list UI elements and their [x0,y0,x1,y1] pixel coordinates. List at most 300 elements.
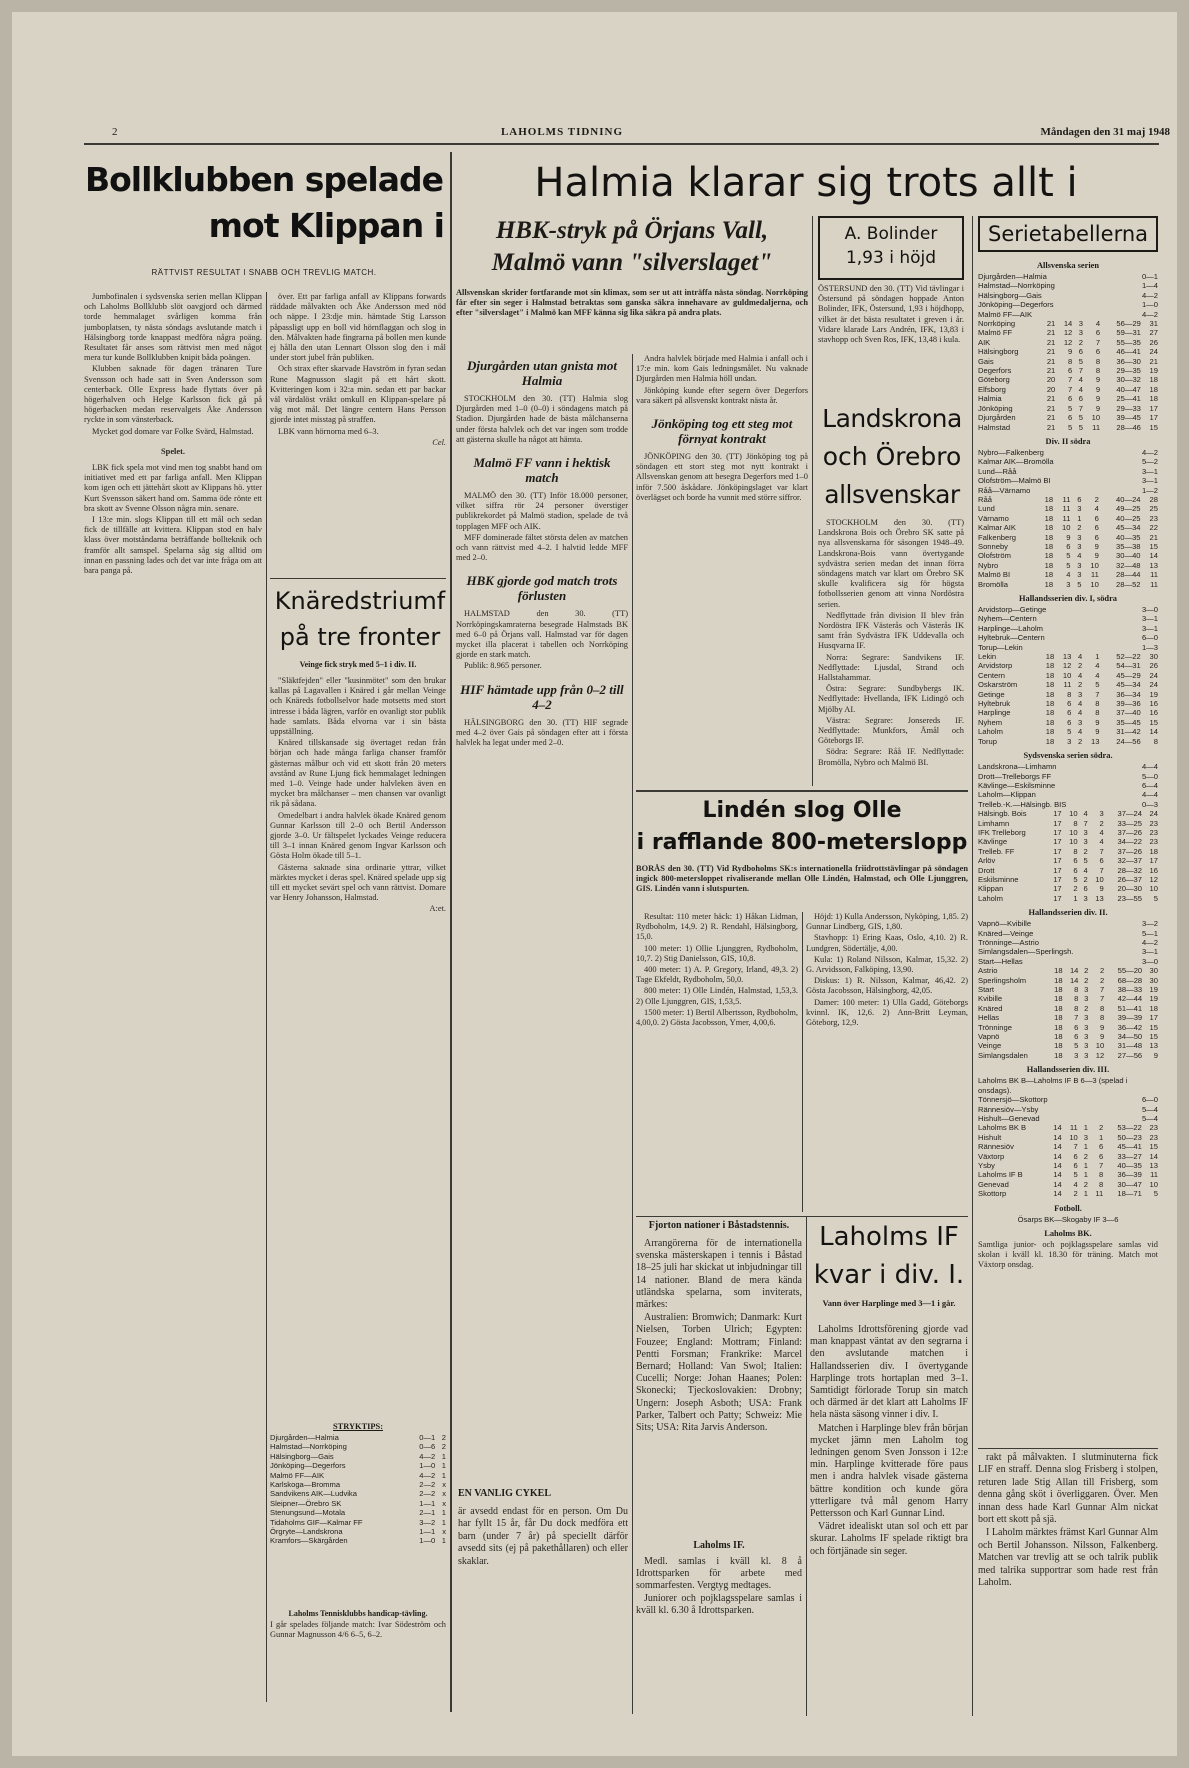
result-match: Hälsingborg—Gais [978,290,1042,300]
stryktips-match: Karlskoga—Bromma [270,1480,341,1490]
table-cell: 14 [1053,1151,1062,1161]
bollklubben-col-1 [84,292,262,1702]
table-row [978,1133,1158,1142]
table-cell: 39—45 [1116,413,1141,423]
table-row [978,819,1158,828]
table-cell: 2 [1099,966,1105,976]
team-name: Falkenberg [978,532,1016,542]
table-row [978,837,1158,846]
table-row [978,394,1158,403]
table-cell: 2 [1078,661,1083,671]
table-cell: 14 [1053,1179,1062,1189]
table-cell: 6 [1073,1151,1078,1161]
table-cell: 50—23 [1117,1132,1142,1142]
table-cell: 23 [1149,837,1158,847]
stryktips-match: Halmstad—Norrköping [270,1442,347,1452]
paragraph: MALMÖ den 30. (TT) Inför 18.000 personer, vilket siffra rör 24 personer överstiger publikrekordet på Malmö stadion, spelade de två topplagen MFF och AIK. [456,491,628,531]
paragraph: STOCKHOLM den 30. (TT) Halmia slog Djurgården med 1–0 (0–0) i söndagens match på Stadion. Djurgården hade de bästa målchanserna under första halvlek och det var ingen som trodde att gästerna skulle ha något att hämta. [456,394,628,444]
table-cell: 6 [1077,494,1082,504]
table-cell: 17 [1053,856,1062,866]
result-match: Kävlinge—Eskilsminne [978,780,1056,790]
table-cell: 2 [1098,1123,1104,1133]
table-row [978,1013,1158,1022]
table-cell: 18 [1054,985,1063,995]
result-row [978,957,1158,966]
table-cell: 14 [1149,1151,1158,1161]
linden-headline-2: i rafflande 800-meterslopp [636,830,968,855]
halmia-col-1 [456,354,628,1364]
table-cell: 14 [1053,1189,1062,1199]
table-cell: 10 [1069,1132,1078,1142]
table-cell: 5 [1067,727,1072,737]
table-row [978,413,1158,422]
table-cell: 27—56 [1117,1050,1143,1060]
table-cell: 9 [1068,347,1073,357]
paragraph: Gästerna saknade sina ordinarie yttrar, vilket märktes mycket i deras spel. Knäred spelade upp sig till ett mycket sevärt spel och vann rättvist. Domare var Henry Johansson, Halmstad. [270,862,446,903]
stryktips-row [270,1480,446,1489]
stryktips-match: Sandvikens AIK—Ludvika [270,1489,357,1499]
table-cell: 8 [1095,366,1101,376]
table-row [978,385,1158,394]
table-cell: 1 [1077,513,1082,523]
table-row [978,875,1158,884]
table-row [978,533,1158,542]
table-cell: 17 [1149,856,1158,866]
paragraph: Matchen i Harplinge blev från början mycket jämn men Laholm tog ledningen genom Sven Jonsson i 12:e min. Harplinge kvitterade före paus men i andra halvlek visade gästerna bättre kondition och kunde göra ytterligare två mål genom Harry Pettersson och Karl Gunnar Lind. [810,1422,968,1520]
team-name: Hishult [978,1132,1002,1142]
team-name: Jönköping [978,403,1013,413]
stryktips-score: 4—2 [419,1470,436,1480]
table-cell: 17 [1053,846,1062,856]
table-cell: 17 [1053,809,1062,819]
section-rule [978,1448,1158,1449]
table-cell: 30—32 [1116,375,1141,385]
table-cell: 8 [1153,736,1158,746]
table-row [978,523,1158,532]
team-name: Drott [978,865,995,875]
table-cell: 17 [1053,884,1062,894]
table-cell: 3 [1084,1041,1089,1051]
column-rule [450,152,452,1712]
team-name: Olofström [978,551,1011,561]
table-cell: 37—26 [1117,846,1143,856]
table-cell: 6 [1094,513,1099,523]
table-cell: 18 [1045,717,1055,727]
team-name: Sonneby [978,541,1008,551]
table-row [978,495,1158,504]
table-cell: 40—24 [1116,494,1141,504]
table-cell: 17 [1053,874,1062,884]
team-name: Harplinge [978,708,1011,718]
table-cell: 4 [1078,699,1083,709]
team-name: Eskilsminne [978,874,1019,884]
paragraph: LBK vann hörnorna med 6–3. [278,426,379,436]
result-match: Halmstad—Norrköping [978,281,1055,291]
team-name: Halmstad [978,422,1011,432]
table-cell: 14 [1069,966,1079,976]
stryktips-row [270,1442,446,1451]
table-cell: 17 [1053,893,1062,903]
table-row [978,690,1158,699]
table-cell: 52—22 [1116,652,1141,662]
result-match: Arvidstorp—Getinge [978,605,1047,614]
table-cell: 8 [1073,846,1078,856]
result-match: Simlangsdalen—Sperlingsh. [978,947,1074,957]
table-cell: 7 [1083,818,1088,828]
table-cell: 21 [1149,356,1158,366]
table-row [978,1170,1158,1179]
table-cell: 17 [1053,827,1062,837]
table-cell: 51—41 [1117,1003,1143,1013]
table-cell: 20—30 [1117,884,1143,894]
table-cell: 18 [1044,532,1054,542]
result-score: 5—0 [1141,771,1158,781]
table-cell: 24 [1149,809,1158,819]
table-cell: 14 [1053,1132,1062,1142]
table-cell: 9 [1095,717,1100,727]
bolinder-text: ÖSTERSUND den 30. (TT) Vid tävlingar i Östersund på söndagen hoppade Anton Bolinder, IFK, Östersund, 1,93 i höjdhopp, vilket är det bästa resultatet i greven i år. Vidare klarade Lars Andrén, IFK, 13,83 i stavhopp och Sven Ros, IFK, 13,48 i kula. [818,284,964,345]
table-cell: 8 [1095,699,1100,709]
table-cell: 7 [1099,865,1104,875]
table-cell: 11 [1090,570,1099,580]
result-row [978,947,1158,956]
table-cell: 8 [1098,1170,1104,1180]
stryktips-score: 2—2 [419,1489,436,1499]
table-cell: 8 [1099,1013,1105,1023]
table-cell: 4 [1078,727,1083,737]
result-score: 3—1 [1141,476,1158,486]
table-cell: 18 [1044,523,1054,533]
result-match: Djurgården—Halmia [978,272,1047,281]
table-cell: 3 [1066,579,1071,589]
stryktips-sign: 1 [441,1451,446,1461]
table-cell: 4 [1078,708,1083,718]
team-name: Malmö FF [978,328,1013,338]
cykel-text: är avsedd endast för en person. Om Du har fyllt 15 år, får Du dock medföra ett barn (under 7 år) på speciellt därför avsedd sits (ej på pakethållaren) och eller skaklar. [458,1506,628,1567]
table-cell: 6 [1067,708,1072,718]
table-cell: 21 [1149,532,1158,542]
table-row [978,1152,1158,1161]
stryktips-match: Hälsingborg—Gais [270,1451,334,1461]
table-cell: 17 [1053,818,1062,828]
table-cell: 10 [1149,1179,1158,1189]
handicap-box [270,1604,446,1704]
linden-col-1 [636,912,798,1212]
team-name: Knäred [978,1003,1003,1013]
team-name: Halmia [978,394,1002,404]
paragraph: JÖNKÖPING den 30. (TT) Jönköping tog på söndagen ett stort steg mot nytt kontrakt i Allsvenskan genom att besegra Degerfors med 1–0 inför 7.500 åskådare. Jönköpingslaget var klart överlägset och borde ha vunnit med större siffror. [636,452,808,502]
sydsv-heading: Sydsvenska serien södra. [1023,751,1113,761]
bollklubben-col-2 [270,292,446,572]
table-cell: 6 [1074,1032,1079,1042]
table-cell: 4 [1078,652,1083,662]
table-cell: 6 [1068,413,1073,423]
paragraph: Laholms Idrottsförening gjorde vad man knappast väntat av den segrarna i den avslutande matchen i Hallandsserien div. I övertygande Harplinge trots hortaplan med 3–1. Samtidigt förlorade Torup sin match och därmed är det klart att Laholms IF hela nästa säsong vinner i div. I. [810,1324,968,1421]
result-row [978,605,1158,614]
table-cell: 14 [1069,975,1079,985]
table-cell: 10 [1061,523,1071,533]
paragraph: Stavhopp: 1) Ering Kaas, Oslo, 4,10. 2) R. Lundgren, Södertälje, 4,00. [806,933,968,953]
table-cell: 10 [1149,884,1158,894]
table-cell: 16 [1149,865,1158,875]
table-cell: 3 [1077,570,1082,580]
fotboll-result: Ösarps BK—Skogaby IF 3—6 [1017,1214,1119,1224]
stryktips-table [270,1433,446,1546]
table-cell: 2 [1078,337,1084,347]
column-rule [812,216,813,786]
table-cell: 27 [1149,328,1158,338]
result-score: 5—1 [1141,928,1158,938]
linden-lead: BORÅS den 30. (TT) Vid Rydboholms SK:s internationella friidrottstävlingar på söndagen ingick 800-metersloppet rivaliserande mellan Olle Lindén, Halmstad, och Olle Ljunggren, GIS. Lindén vann i slutspurten. [636,864,968,894]
result-match: Landskrona—Limhamn [978,762,1057,772]
result-match: Malmö FF—AIK [978,309,1033,319]
table-cell: 2 [1078,680,1083,690]
laholms-if-notice-heading: Laholms IF. [693,1540,745,1551]
stryktips-sign: 2 [441,1433,446,1442]
table-cell: 18 [1054,1022,1063,1032]
table-cell: 3 [1084,1013,1089,1023]
table-cell: 3 [1084,985,1089,995]
paragraph: över. Ett par farliga anfall av Klippans forwards räddade målvakten och Åke Andersson med nöd och näppe. I 23:dje min. hämtade Stig Larsson påpassligt upp en boll vid hörnflaggan och slog in den. Målvakten hade fingrarna på bollen men kunde ej hålla den utan Lennart Olsson slog den i mål under stort jubel från publiken. [270,292,446,363]
table-row [978,652,1158,661]
paragraph: Östra: Segrare: Sundbybergs IK. Nedflyttade: Hvellanda, IFK Lidingö och Mjölby AI. [818,684,964,714]
table-cell: 30 [1149,652,1158,662]
table-cell: 23 [1149,513,1158,523]
table-cell: 2 [1099,975,1105,985]
result-row [978,781,1158,790]
knared-text [270,676,446,1412]
table-cell: 4 [1078,375,1084,385]
table-cell: 10 [1091,413,1101,423]
table-cell: 7 [1068,375,1073,385]
table-cell: 9 [1095,727,1100,737]
result-match: Kalmar AIK—Bromölla [978,457,1054,467]
table-cell: 4 [1066,570,1071,580]
table-cell: 21 [1046,366,1056,376]
table-row [978,1032,1158,1041]
result-row [978,633,1158,642]
table-row [978,699,1158,708]
table-cell: 7 [1068,384,1073,394]
result-score: 3—1 [1141,466,1158,476]
table-cell: 3 [1077,560,1082,570]
table-cell: 1 [1083,1142,1088,1152]
team-name: Råå [978,494,992,504]
table-row [978,976,1158,985]
serietabellerna-box [978,216,1158,252]
paragraph: Klubben saknade för dagen tränaren Ture Svensson och hade satt in Sven Andersson som centerback. Olle Express hade flyttats över på högerhalven och Helge Karlsson fick gå på högerbacken medan reservalgets Åke Andersson ryckte in som vänsterback. [84,364,262,425]
table-row [978,561,1158,570]
linden-col-2 [806,912,968,1212]
table-cell: 14 [1053,1170,1062,1180]
paragraph: I 13:e min. slogs Klippan till ett mål och sedan fick de tillfälle att kvittera. Klippan stod en halv klass över motståndarna beträffande bollteknik och framför allt samspel. Spelarna såg sig alltid om innan en passning lades och det var inte fråga om att bara panga på. [84,515,262,576]
halmia-lead: Allsvenskan skrider fortfarande mot sin klimax, som ser ut att inträffa nästa söndag. Norrköping får efter sin seger i Halmstad betraktas som ganska säkra innehavare av guldmedaljerna, och efter "silverslaget" i Malmö kan MFF känna sig lika säkra på andra plats. [456,288,808,318]
table-cell: 21 [1046,356,1056,366]
result-score: 6—0 [1141,633,1158,643]
table-cell: 15 [1149,1032,1158,1042]
table-cell: 40—35 [1117,1160,1142,1170]
table-cell: 8 [1074,994,1079,1004]
result-match: Råå—Värnamo [978,485,1031,495]
table-cell: 19 [1149,985,1158,995]
stryktips-box [270,1417,446,1597]
table-cell: 5 [1095,680,1100,690]
stryktips-row [270,1461,446,1470]
table-cell: 23—55 [1117,893,1143,903]
table-cell: 7 [1074,1013,1079,1023]
table-cell: 14 [1053,1160,1062,1170]
paragraph: 800 meter: 1) Olle Lindén, Halmstad, 1,53,3. 2) Olle Ljunggren, GIS, 1,53,5. [636,986,798,1006]
table-row [978,737,1158,746]
table-cell: 34—22 [1117,837,1143,847]
table-row [978,866,1158,875]
table-cell: 6 [1095,328,1101,338]
column-rule [806,1216,807,1716]
table-cell: 18 [1045,661,1055,671]
serietabellerna-title: Serietabellerna [987,222,1149,246]
table-cell: 17 [1149,403,1158,413]
table-cell: 9 [1099,884,1104,894]
table-cell: 26 [1149,337,1158,347]
div3b-results [978,1095,1158,1123]
table-cell: 6 [1068,394,1073,404]
result-row [978,624,1158,633]
result-row [978,281,1158,290]
stryktips-score: 1—0 [419,1536,436,1546]
table-cell: 31—48 [1117,1041,1143,1051]
table-cell: 45—41 [1117,1142,1142,1152]
table-cell: 4 [1077,551,1082,561]
table-cell: 10 [1062,670,1072,680]
table-row [978,856,1158,865]
section-rule [636,790,968,792]
team-name: Centern [978,670,1006,680]
paragraph: HÄLSINGBORG den 30. (TT) HIF segrade med 4–2 över Gais på söndagen efter att i första halvlek ha legat under med 2–0. [456,717,628,748]
team-name: Norrköping [978,319,1016,329]
paragraph: HALMSTAD den 30. (TT) Norrköpingskamraterna besegrade Halmstads BK med 6–0 på Örjans vall. Halmstad var för dagen mycket illa placerat i tabellen och Norrköping gjorde en stark match. [456,609,628,660]
table-cell: 18 [1054,975,1063,985]
table-cell: 28 [1149,494,1158,504]
result-match: Nybro—Falkenberg [978,447,1044,457]
result-score: 5—2 [1141,457,1158,467]
table-cell: 25—41 [1116,394,1141,404]
table-cell: 8 [1095,708,1100,718]
result-row [978,1105,1158,1114]
stryktips-sign: 1 [441,1536,446,1546]
table-cell: 36—39 [1117,1170,1142,1180]
team-name: Lund [978,504,995,514]
table-cell: 21 [1046,328,1056,338]
team-name: Sperlingsholm [978,975,1027,985]
table-cell: 45—34 [1116,680,1141,690]
table-cell: 34—50 [1117,1032,1143,1042]
result-match: Laholm—Klippan [978,790,1036,800]
table-cell: 36—34 [1116,689,1141,699]
table-cell: 3 [1083,827,1088,837]
table-cell: 4 [1078,384,1084,394]
table-cell: 18 [1149,384,1158,394]
table-cell: 6 [1074,1022,1079,1032]
result-score: 6—4 [1141,780,1158,790]
table-cell: 13 [1095,893,1104,903]
table-cell: 18 [1045,699,1055,709]
bolinder-box [818,216,964,280]
paragraph: Omedelbart i andra halvlek ökade Knäred genom Gunnar Karlsson till 2–0 och Bertil Andersson gjorde 3–0. Ur fältspelet lyckades Veinge reducera till 3–1 innan Knäred genom Ingvar Karlsson och Gösta Holm ökade till 5–1. [270,810,446,861]
result-row [978,800,1158,809]
result-score: 5—4 [1141,1113,1158,1123]
table-row [978,894,1158,903]
table-cell: 2 [1084,1003,1089,1013]
column-rule [632,1364,633,1714]
table-row [978,1142,1158,1151]
table-cell: 59—31 [1116,328,1141,338]
table-cell: 11 [1062,504,1071,514]
column-rule [802,912,803,1212]
team-name: Laholm [978,727,1003,737]
table-cell: 18 [1044,513,1054,523]
masthead-rule [84,143,1159,145]
table-cell: 55—20 [1117,966,1143,976]
table-cell: 6 [1094,523,1099,533]
result-score: 3—1 [1141,614,1158,624]
table-row [978,319,1158,328]
table-cell: 31—42 [1116,727,1141,737]
stryktips-score: 0—6 [419,1442,436,1452]
team-name: Klippan [978,884,1004,894]
stryktips-match: Stenungsund—Motala [270,1508,346,1518]
stryktips-match: Jönköping—Degerfors [270,1461,346,1471]
team-name: Malmö BI [978,570,1011,580]
section-rule [636,1216,968,1217]
table-cell: 36—42 [1117,1022,1143,1032]
table-cell: 2 [1083,846,1088,856]
halland-div3-table [978,966,1158,1060]
result-score: 1—2 [1141,485,1158,495]
paragraph: I Laholm märktes främst Karl Gunnar Alm och Bertil Johansson. Nilsson, Falkenberg. Matchen var trevlig att se och talrik publik med talrika supportrar som hade rest från Laholm. [978,1527,1158,1589]
stryktips-sign: 1 [441,1517,446,1527]
table-cell: 5 [1073,874,1078,884]
table-cell: 4 [1078,670,1083,680]
table-cell: 12 [1062,661,1072,671]
stryktips-score: 1—1 [419,1527,436,1537]
table-cell: 8 [1074,1003,1079,1013]
table-cell: 18 [1149,846,1158,856]
halmia-subhead-1: HBK-stryk på Örjans Vall, [495,217,769,244]
result-score: 3—0 [1141,956,1158,966]
table-row [978,828,1158,837]
table-cell: 40—25 [1116,513,1141,523]
halmia-subhead-2: Malmö vann "silverslaget" [491,249,773,276]
table-cell: 13 [1149,1041,1158,1051]
table-cell: 6 [1098,1151,1104,1161]
table-row [978,423,1158,432]
table-cell: 4 [1095,670,1100,680]
table-cell: 6 [1099,856,1104,866]
table-cell: 35—38 [1116,541,1141,551]
table-cell: 31 [1149,319,1158,329]
table-cell: 9 [1094,541,1099,551]
team-name: Laholms IF B [978,1170,1023,1180]
result-row [978,467,1158,476]
table-cell: 3 [1078,717,1083,727]
halland-table [978,652,1158,746]
table-cell: 18 [1044,570,1054,580]
table-cell: 10 [1090,560,1099,570]
paragraph: Mycket god domare var Folke Svärd, Halmstad. [92,426,254,436]
table-cell: 12 [1063,328,1073,338]
table-cell: 18—71 [1117,1189,1142,1199]
table-row [978,580,1158,589]
